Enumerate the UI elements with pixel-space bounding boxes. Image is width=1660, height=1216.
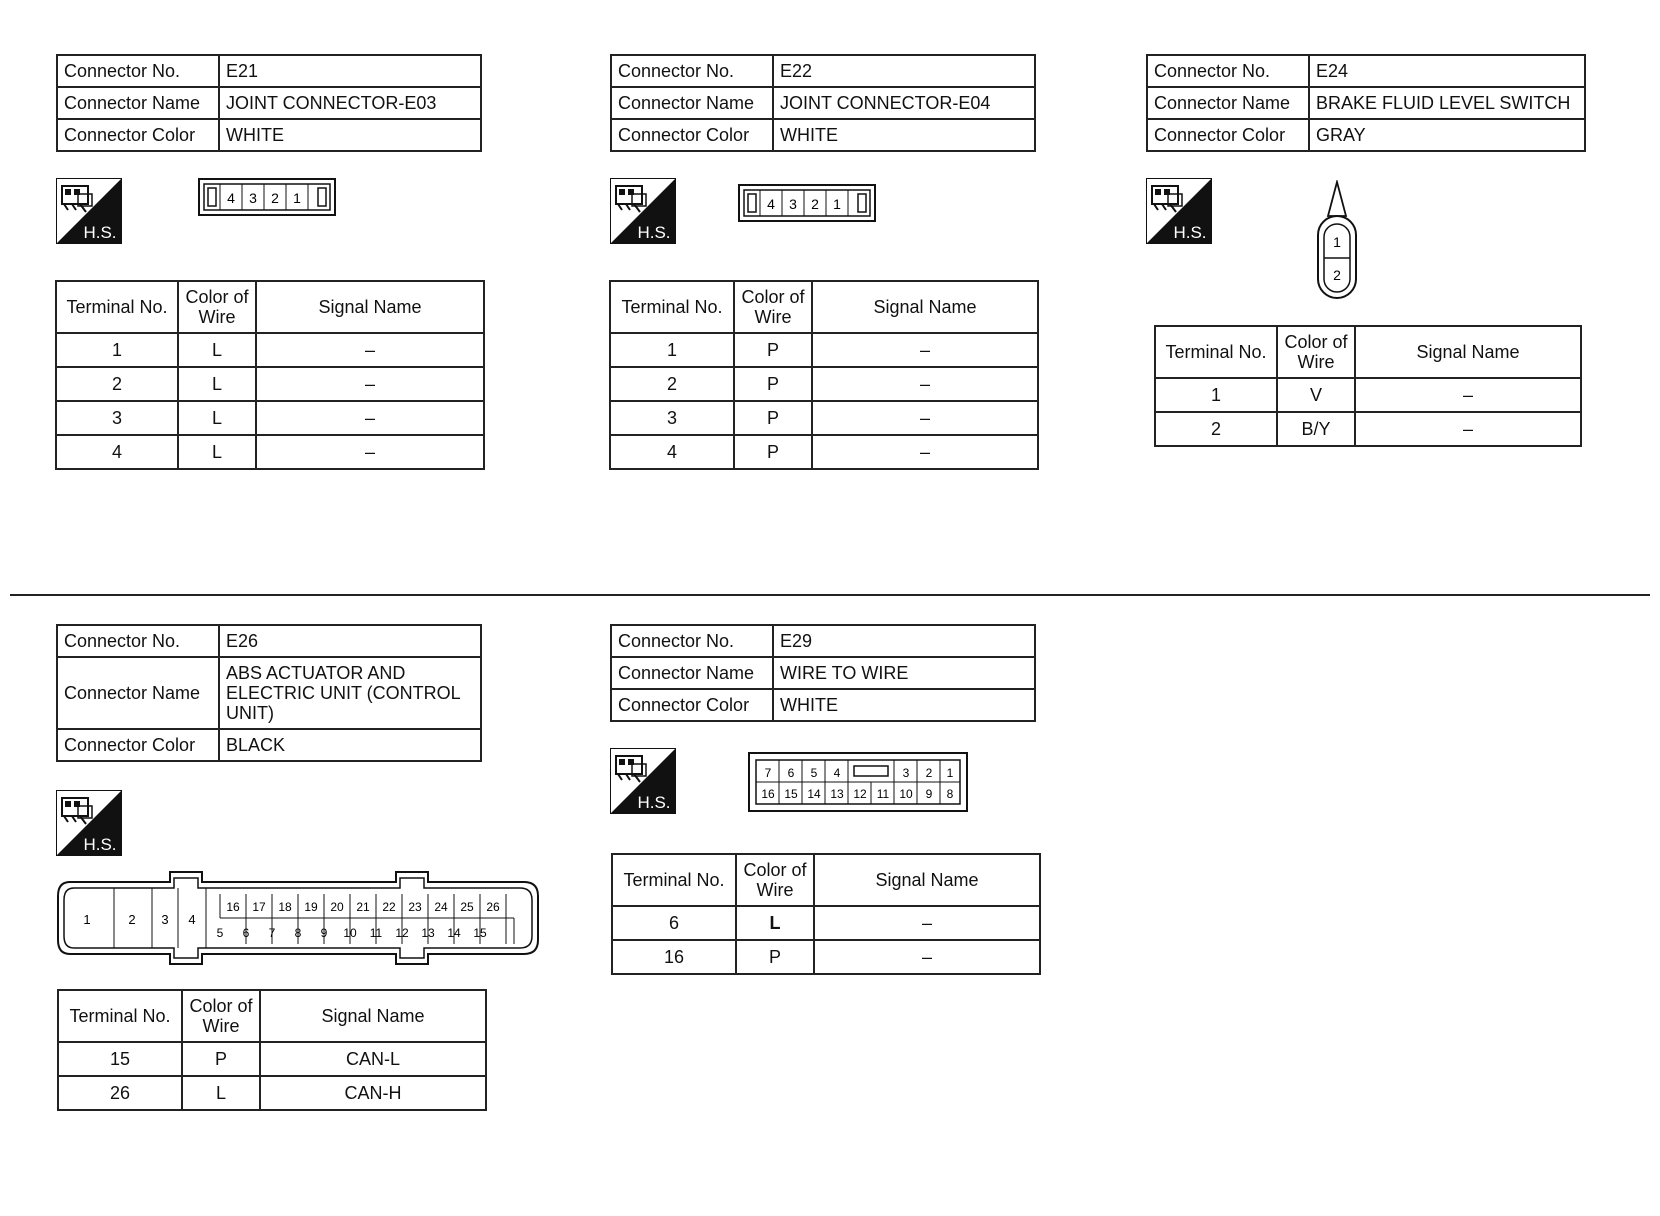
table-row xyxy=(610,367,1038,401)
connector-e26-terminal-table xyxy=(57,989,487,1111)
connector-color-value: WHITE xyxy=(773,689,1035,721)
harness-side-icon xyxy=(56,790,122,856)
connector-color-label: Connector Color xyxy=(57,119,219,151)
pin-label: 6 xyxy=(242,926,250,940)
pin-label: 9 xyxy=(320,926,328,940)
pin-label: 20 xyxy=(330,900,344,914)
connector-e29-info-table xyxy=(610,624,1036,722)
terminal-no-header: Terminal No. xyxy=(58,990,182,1042)
terminal-no: 1 xyxy=(1155,378,1277,412)
connector-e24-terminal-table xyxy=(1154,325,1582,447)
connector-e26-info-table xyxy=(56,624,482,762)
hs-label: H.S. xyxy=(637,223,671,242)
terminal-no: 26 xyxy=(58,1076,182,1110)
connector-no-value: E21 xyxy=(219,55,481,87)
signal-name: – xyxy=(812,401,1038,435)
pin-label: 3 xyxy=(161,912,169,927)
pin-label: 23 xyxy=(408,900,422,914)
pin-label: 1 xyxy=(293,190,301,206)
pin-label: 3 xyxy=(789,196,797,212)
wire-color: L xyxy=(736,906,814,940)
pin-label: 9 xyxy=(925,787,933,801)
signal-name: – xyxy=(1355,378,1581,412)
connector-e21-terminal-table-wrap xyxy=(55,280,485,470)
table-row xyxy=(610,333,1038,367)
connector-e22-face-diagram xyxy=(738,184,878,224)
connector-name-label: Connector Name xyxy=(57,87,219,119)
pin-label: 18 xyxy=(278,900,292,914)
table-row xyxy=(1155,378,1581,412)
connector-e26-face-diagram xyxy=(56,868,542,968)
table-row xyxy=(56,435,484,469)
connector-color-label: Connector Color xyxy=(611,119,773,151)
table-row xyxy=(56,367,484,401)
signal-name-header: Signal Name xyxy=(260,990,486,1042)
pin-label: 16 xyxy=(226,900,240,914)
pin-label: 15 xyxy=(473,926,487,940)
connector-e24-terminal-table-wrap xyxy=(1154,325,1582,447)
pin-label: 2 xyxy=(271,190,279,206)
pin-label: 26 xyxy=(486,900,500,914)
pin-label: 13 xyxy=(830,787,844,801)
pin-label: 11 xyxy=(876,787,890,801)
connector-color-value: BLACK xyxy=(219,729,481,761)
signal-name: – xyxy=(256,435,484,469)
connector-e29-terminal-table-wrap xyxy=(611,853,1041,975)
pin-label: 2 xyxy=(925,766,933,780)
pin-label: 4 xyxy=(767,196,775,212)
hs-label: H.S. xyxy=(83,223,117,242)
signal-name: CAN-H xyxy=(260,1076,486,1110)
connector-no-value: E29 xyxy=(773,625,1035,657)
wire-color: P xyxy=(736,940,814,974)
pin-label: 2 xyxy=(811,196,819,212)
pin-label: 7 xyxy=(764,766,772,780)
signal-name: CAN-L xyxy=(260,1042,486,1076)
pin-label: 1 xyxy=(1333,234,1341,250)
pin-label: 7 xyxy=(268,926,276,940)
terminal-no-header: Terminal No. xyxy=(612,854,736,906)
pin-label: 17 xyxy=(252,900,266,914)
terminal-no: 3 xyxy=(56,401,178,435)
pin-label: 22 xyxy=(382,900,396,914)
table-row xyxy=(58,1042,486,1076)
connector-e29-panel xyxy=(610,624,1036,722)
pin-label: 5 xyxy=(810,766,818,780)
table-row xyxy=(610,435,1038,469)
terminal-no: 3 xyxy=(610,401,734,435)
terminal-no-header: Terminal No. xyxy=(1155,326,1277,378)
connector-name-label: Connector Name xyxy=(611,657,773,689)
pin-label: 4 xyxy=(227,190,235,206)
signal-name: – xyxy=(814,906,1040,940)
pin-label: 2 xyxy=(1333,267,1341,283)
connector-no-label: Connector No. xyxy=(1147,55,1309,87)
connector-no-label: Connector No. xyxy=(611,55,773,87)
connector-name-value: JOINT CONNECTOR-E04 xyxy=(773,87,1035,119)
connector-e29-face-diagram xyxy=(748,752,970,814)
pin-label: 14 xyxy=(447,926,461,940)
connector-e21-terminal-table xyxy=(55,280,485,470)
table-row xyxy=(1155,412,1581,446)
pin-label: 12 xyxy=(395,926,409,940)
table-row xyxy=(612,906,1040,940)
wire-color: P xyxy=(734,333,812,367)
connector-color-value: WHITE xyxy=(773,119,1035,151)
hs-label: H.S. xyxy=(83,835,117,854)
pin-label: 10 xyxy=(899,787,913,801)
connector-no-value: E26 xyxy=(219,625,481,657)
wire-color: V xyxy=(1277,378,1355,412)
section-divider xyxy=(10,594,1650,596)
connector-color-label: Connector Color xyxy=(611,689,773,721)
wire-color-header: Color of Wire xyxy=(178,281,256,333)
connector-color-label: Connector Color xyxy=(1147,119,1309,151)
connector-e29-terminal-table xyxy=(611,853,1041,975)
wire-color: L xyxy=(178,435,256,469)
pin-label: 1 xyxy=(946,766,954,780)
table-row xyxy=(56,401,484,435)
connector-e24-face-diagram xyxy=(1312,180,1362,302)
signal-name: – xyxy=(1355,412,1581,446)
pin-label: 12 xyxy=(853,787,867,801)
signal-name: – xyxy=(812,333,1038,367)
pin-label: 1 xyxy=(83,912,91,927)
signal-name: – xyxy=(256,401,484,435)
signal-name-header: Signal Name xyxy=(812,281,1038,333)
wire-color: P xyxy=(734,435,812,469)
terminal-no: 16 xyxy=(612,940,736,974)
hs-label: H.S. xyxy=(1173,223,1207,242)
wire-color: P xyxy=(734,367,812,401)
wire-color-header: Color of Wire xyxy=(736,854,814,906)
wire-color: L xyxy=(178,401,256,435)
harness-side-icon xyxy=(56,178,122,244)
pin-label: 10 xyxy=(343,926,357,940)
signal-name: – xyxy=(256,333,484,367)
connector-name-label: Connector Name xyxy=(611,87,773,119)
connector-no-label: Connector No. xyxy=(611,625,773,657)
connector-name-label: Connector Name xyxy=(1147,87,1309,119)
pin-label: 19 xyxy=(304,900,318,914)
harness-side-icon xyxy=(610,178,676,244)
pin-label: 1 xyxy=(833,196,841,212)
terminal-no-header: Terminal No. xyxy=(56,281,178,333)
pin-label: 6 xyxy=(787,766,795,780)
connector-no-value: E22 xyxy=(773,55,1035,87)
connector-color-value: GRAY xyxy=(1309,119,1585,151)
wire-color: L xyxy=(178,367,256,401)
hs-label: H.S. xyxy=(637,793,671,812)
wire-color-header: Color of Wire xyxy=(734,281,812,333)
connector-e26-panel xyxy=(56,624,482,762)
connector-name-value: JOINT CONNECTOR-E03 xyxy=(219,87,481,119)
signal-name-header: Signal Name xyxy=(256,281,484,333)
pin-label: 14 xyxy=(807,787,821,801)
wire-color: P xyxy=(734,401,812,435)
pin-label: 15 xyxy=(784,787,798,801)
signal-name-header: Signal Name xyxy=(814,854,1040,906)
connector-e24-info-table xyxy=(1146,54,1586,152)
connector-e21-info-table xyxy=(56,54,482,152)
signal-name: – xyxy=(814,940,1040,974)
terminal-no: 1 xyxy=(610,333,734,367)
connector-e22-panel xyxy=(610,54,1036,152)
pin-label: 21 xyxy=(356,900,370,914)
terminal-no: 2 xyxy=(1155,412,1277,446)
connector-name-value: ABS ACTUATOR AND ELECTRIC UNIT (CONTROL UNIT) xyxy=(219,657,481,729)
wire-color: L xyxy=(178,333,256,367)
table-row xyxy=(612,940,1040,974)
terminal-no: 15 xyxy=(58,1042,182,1076)
signal-name: – xyxy=(812,367,1038,401)
terminal-no: 4 xyxy=(610,435,734,469)
terminal-no: 2 xyxy=(610,367,734,401)
connector-e26-terminal-table-wrap xyxy=(57,989,487,1111)
wire-color: P xyxy=(182,1042,260,1076)
terminal-no-header: Terminal No. xyxy=(610,281,734,333)
table-row xyxy=(56,333,484,367)
table-row xyxy=(58,1076,486,1110)
connector-no-label: Connector No. xyxy=(57,625,219,657)
pin-label: 11 xyxy=(369,926,383,940)
pin-label: 13 xyxy=(421,926,435,940)
pin-label: 3 xyxy=(249,190,257,206)
pin-label: 2 xyxy=(128,912,136,927)
connector-e22-terminal-table-wrap xyxy=(609,280,1039,470)
pin-label: 5 xyxy=(216,926,224,940)
signal-name: – xyxy=(256,367,484,401)
connector-name-value: WIRE TO WIRE xyxy=(773,657,1035,689)
signal-name-header: Signal Name xyxy=(1355,326,1581,378)
pin-label: 25 xyxy=(460,900,474,914)
connector-name-value: BRAKE FLUID LEVEL SWITCH xyxy=(1309,87,1585,119)
terminal-no: 4 xyxy=(56,435,178,469)
connector-e22-info-table xyxy=(610,54,1036,152)
connector-no-value: E24 xyxy=(1309,55,1585,87)
connector-e24-panel xyxy=(1146,54,1586,152)
harness-side-icon xyxy=(1146,178,1212,244)
connector-color-value: WHITE xyxy=(219,119,481,151)
pin-label: 16 xyxy=(761,787,775,801)
wire-color: L xyxy=(182,1076,260,1110)
connector-e22-terminal-table xyxy=(609,280,1039,470)
harness-side-icon xyxy=(610,748,676,814)
pin-label: 8 xyxy=(946,787,954,801)
connector-color-label: Connector Color xyxy=(57,729,219,761)
connector-e21-panel xyxy=(56,54,482,152)
connector-no-label: Connector No. xyxy=(57,55,219,87)
connector-name-label: Connector Name xyxy=(57,657,219,729)
signal-name: – xyxy=(812,435,1038,469)
wire-color-header: Color of Wire xyxy=(182,990,260,1042)
pin-label: 4 xyxy=(833,766,841,780)
pin-label: 8 xyxy=(294,926,302,940)
pin-label: 24 xyxy=(434,900,448,914)
pin-label: 4 xyxy=(188,912,196,927)
wire-color: B/Y xyxy=(1277,412,1355,446)
terminal-no: 2 xyxy=(56,367,178,401)
pin-label: 3 xyxy=(902,766,910,780)
terminal-no: 6 xyxy=(612,906,736,940)
terminal-no: 1 xyxy=(56,333,178,367)
connector-e21-face-diagram xyxy=(198,178,338,218)
wire-color-header: Color of Wire xyxy=(1277,326,1355,378)
table-row xyxy=(610,401,1038,435)
